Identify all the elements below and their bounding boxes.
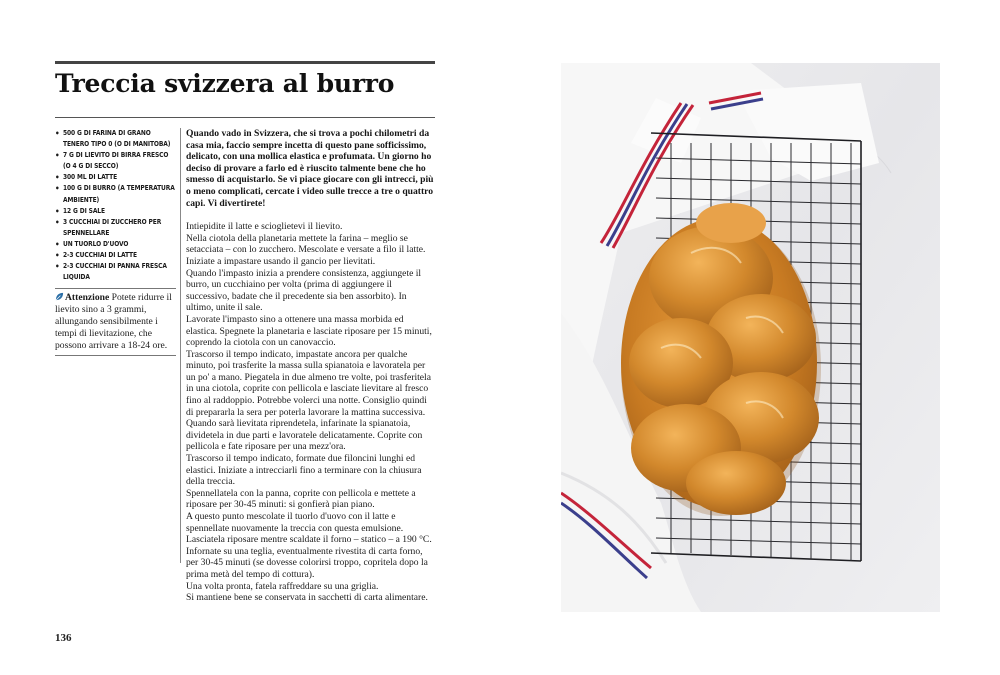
- method-step: Lavorate l'impasto sino a ottenere una massa morbida ed elastica. Spegnete la planetaria e lasciate riposare per 15 minuti, coprendo la ciotola con un canovaccio.: [186, 313, 432, 349]
- method-step: Intiepidite il latte e scioglietevi il lievito.: [186, 221, 343, 233]
- attention-note: [55, 292, 176, 351]
- ingredient-item: • 300 ML DI LATTE: [55, 172, 176, 183]
- title-top-rule: [55, 61, 435, 64]
- note-divider: [55, 355, 176, 356]
- ingredient-item: • 500 G DI FARINA DI GRANO TENERO TIPO 0 (O DI MANITOBA): [55, 128, 176, 150]
- method-steps: [186, 221, 436, 604]
- braided-bread-photo: [561, 63, 940, 612]
- method-step: Nella ciotola della planetaria mettete la farina – meglio se setacciata – con lo zucchero. Mescolate e versate a filo il latte. Iniziate a impastare usando il gancio per lievitati.: [186, 232, 426, 267]
- page-number: 136: [55, 632, 72, 644]
- ingredient-item: • UN TUORLO D'UOVO: [55, 239, 176, 250]
- ingredient-item: • 3 CUCCHIAI DI ZUCCHERO PER SPENNELLARE: [55, 217, 176, 239]
- ingredient-item: • 2-3 CUCCHIAI DI LATTE: [55, 250, 176, 261]
- ingredients-list: [55, 128, 176, 283]
- method-column: [186, 128, 436, 604]
- method-step: Una volta pronta, fatela raffreddare su una griglia.: [186, 580, 379, 592]
- method-step: Spennellatela con la panna, coprite con pellicola e mettete a riposare per 30-45 minuti: si gonfierà pian piano.: [186, 487, 416, 511]
- leaf-icon: [55, 292, 64, 301]
- method-step: Trascorso il tempo indicato, impastate ancora per qualche minuto, poi trasferite la massa sulla spianatoia e lavoratela per un po' a mano. Piegatela in due almeno tre volte, poi trasferitela in una ciotola, coprite con pellicola e lasciate lievitare al fresco fino al raddoppio. Potrebbe volerci una notte. Consiglio quindi di prepararla la sera per poterla lavorare la mattina successiva.: [186, 348, 431, 418]
- method-step: Trascorso il tempo indicato, formate due filoncini lunghi ed elastici. Iniziate a intrecciarli fino a terminare con la chiusura della treccia.: [186, 453, 422, 488]
- note-text: Potete ridurre il lievito sino a 3 grammi, allungando sensibilmente i tempi di lievitazione, che possono arrivare a 18-24 ore.: [55, 292, 172, 351]
- method-step: Lasciatela riposare mentre scaldate il forno – statico – a 190 °C.: [186, 534, 432, 546]
- title-bottom-rule: [55, 117, 435, 118]
- column-divider: [180, 128, 181, 563]
- method-step: Quando sarà lievitata riprendetela, infarinate la spianatoia, dividetela in due parti e lavoratele delicatamente. Coprite con pellicola e fate riposare per una mezz'ora.: [186, 418, 423, 453]
- method-step: Si mantiene bene se conservata in sacchetti di carta alimentare.: [186, 592, 428, 604]
- ingredients-divider: [55, 288, 176, 289]
- ingredient-item: • 12 G DI SALE: [55, 206, 176, 217]
- recipe-intro: Quando vado in Svizzera, che si trova a pochi chilometri da casa mia, faccio sempre incetta di questo pane sofficissimo, delicato, con una mollica elastica e profumata. Un giorno ho deciso di provare a farlo ed è riuscito talmente bene che ho smesso di acquistarlo. Se vi piace giocare con gli intrecci, più o meno complicati, cercate i video sulle trecce a tre o quattro capi. Vi divertirete!: [186, 128, 434, 209]
- method-step: Quando l'impasto inizia a prendere consistenza, aggiungete il burro, un cucchiaino per volta (prima di aggiungere il successivo, badate che il precedente sia ben assorbito). In ultimo, unite il sale.: [186, 267, 422, 314]
- ingredient-item: • 2-3 CUCCHIAI DI PANNA FRESCA LIQUIDA: [55, 261, 176, 283]
- method-step: A questo punto mescolate il tuorlo d'uovo con il latte e spennellate nuovamente la treccia con questa emulsione.: [186, 511, 404, 534]
- recipe-title: Treccia svizzera al burro: [55, 69, 395, 98]
- ingredient-item: • 7 G DI LIEVITO DI BIRRA FRESCO (O 4 G DI SECCO): [55, 150, 176, 172]
- method-step: Infornate su una teglia, eventualmente rivestita di carta forno, per 30-45 minuti (se dovesse colorirsi troppo, copritela dopo la prima metà del tempo di cottura).: [186, 545, 428, 580]
- note-title: Attenzione: [65, 292, 110, 304]
- ingredients-column: [55, 128, 176, 356]
- ingredient-item: • 100 G DI BURRO (A TEMPERATURA AMBIENTE): [55, 183, 176, 205]
